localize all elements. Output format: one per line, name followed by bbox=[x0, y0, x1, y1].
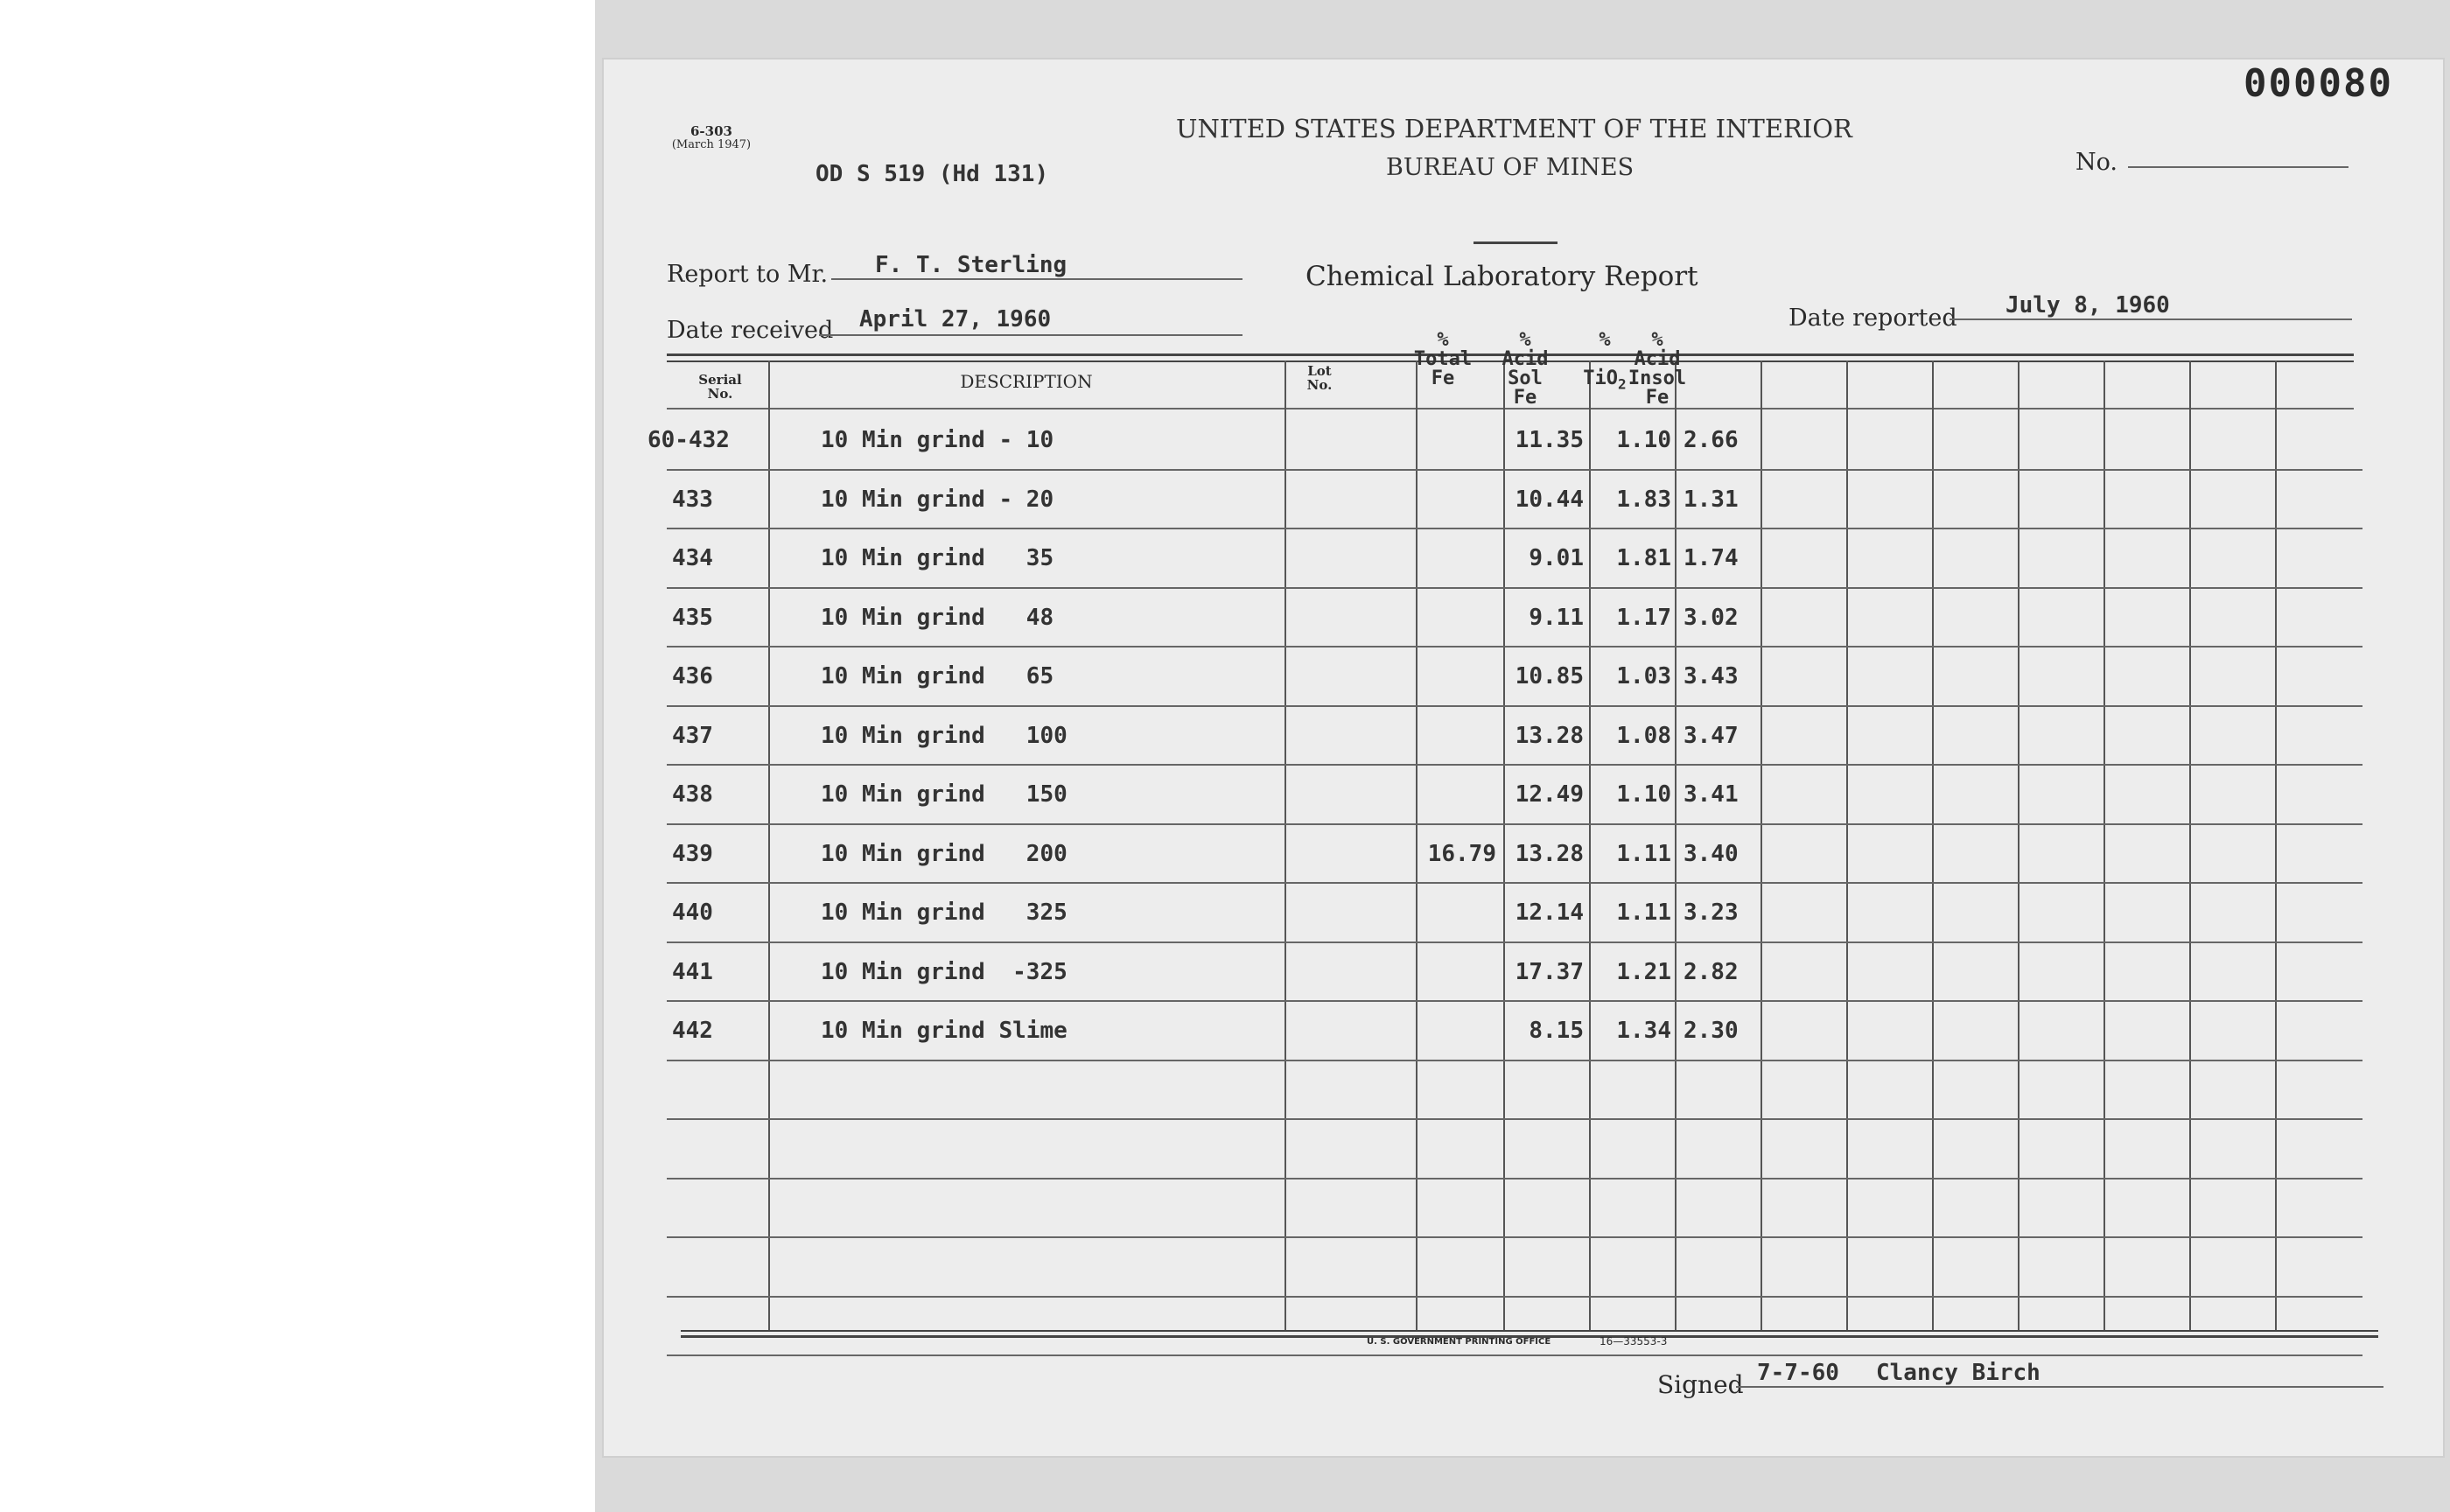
acid-insol-fe-cell: 2.82 bbox=[1684, 958, 1739, 985]
table-row bbox=[602, 884, 2387, 943]
tio2-cell: 1.21 bbox=[1616, 958, 1671, 985]
acid-sol-fe-cell: 8.15 bbox=[1529, 1018, 1584, 1044]
title-rule bbox=[1474, 242, 1558, 244]
tio2-cell: 1.34 bbox=[1616, 1018, 1671, 1044]
report-title: Chemical Laboratory Report bbox=[1306, 261, 1698, 292]
table-row bbox=[602, 1002, 2387, 1061]
description-cell: 10 Min grind Slime bbox=[821, 1018, 1068, 1044]
report-sheet bbox=[602, 58, 2445, 1458]
table-bottom-rule bbox=[681, 1330, 2378, 1332]
acid-sol-fe-header: % Acid Sol Fe bbox=[1502, 329, 1549, 409]
report-to-label: Report to Mr. bbox=[667, 261, 829, 288]
table-row bbox=[602, 825, 2387, 885]
form-number: 6-303 bbox=[690, 123, 732, 139]
acid-sol-fe-cell: 12.14 bbox=[1515, 900, 1584, 926]
table-row bbox=[602, 1120, 2387, 1180]
acid-insol-fe-cell: 2.66 bbox=[1684, 427, 1739, 453]
serial-cell: 434 bbox=[672, 545, 713, 571]
total-fe-cell: 16.79 bbox=[1427, 840, 1496, 867]
printer-code: 16—33553-3 bbox=[1600, 1335, 1668, 1348]
header-bottom-rule bbox=[667, 408, 2354, 410]
description-cell: 10 Min grind 100 bbox=[821, 722, 1068, 749]
table-row bbox=[602, 766, 2387, 825]
acid-insol-fe-cell: 3.23 bbox=[1684, 900, 1739, 926]
acid-sol-fe-cell: 10.44 bbox=[1515, 486, 1584, 513]
table-row bbox=[602, 471, 2387, 530]
signed-date: 7-7-60 bbox=[1757, 1360, 1839, 1386]
table-row bbox=[602, 1180, 2387, 1239]
description-cell: 10 Min grind - 10 bbox=[821, 427, 1054, 453]
date-reported-value: July 8, 1960 bbox=[2006, 292, 2170, 318]
table-row bbox=[602, 1298, 2387, 1357]
report-to-underline bbox=[831, 278, 1242, 280]
no-label: No. bbox=[2076, 149, 2118, 176]
agency-heading: UNITED STATES DEPARTMENT OF THE INTERIOR bbox=[1176, 114, 1852, 144]
report-to-name: F. T. Sterling bbox=[875, 252, 1068, 278]
serial-cell: 435 bbox=[672, 604, 713, 631]
tio2-cell: 1.81 bbox=[1616, 545, 1671, 571]
serial-cell: 438 bbox=[672, 781, 713, 808]
serial-cell: 436 bbox=[672, 663, 713, 690]
acid-insol-fe-cell: 3.02 bbox=[1684, 604, 1739, 631]
serial-header: Serial No. bbox=[698, 372, 742, 402]
acid-sol-fe-cell: 10.85 bbox=[1515, 663, 1584, 690]
acid-insol-fe-cell: 2.30 bbox=[1684, 1018, 1739, 1044]
acid-insol-fe-header: % Acid Insol Fe bbox=[1628, 329, 1687, 409]
description-cell: 10 Min grind 150 bbox=[821, 781, 1068, 808]
serial-cell: 442 bbox=[672, 1018, 713, 1044]
acid-insol-fe-cell: 3.47 bbox=[1684, 722, 1739, 749]
table-row bbox=[602, 707, 2387, 766]
description-cell: 10 Min grind - 20 bbox=[821, 486, 1054, 513]
date-received-value: April 27, 1960 bbox=[859, 306, 1052, 332]
table-row bbox=[602, 529, 2387, 589]
tio2-cell: 1.10 bbox=[1616, 427, 1671, 453]
date-received-label: Date received bbox=[667, 317, 834, 344]
date-reported-underline bbox=[1950, 318, 2352, 320]
acid-insol-fe-cell: 1.74 bbox=[1684, 545, 1739, 571]
tio2-cell: 1.08 bbox=[1616, 722, 1671, 749]
description-cell: 10 Min grind 35 bbox=[821, 545, 1054, 571]
acid-sol-fe-cell: 11.35 bbox=[1515, 427, 1584, 453]
description-cell: 10 Min grind 65 bbox=[821, 663, 1054, 690]
serial-cell: 60-432 bbox=[648, 427, 730, 453]
tio2-cell: 1.03 bbox=[1616, 663, 1671, 690]
table-row bbox=[602, 648, 2387, 707]
lot-header: Lot No. bbox=[1306, 363, 1333, 393]
acid-sol-fe-cell: 12.49 bbox=[1515, 781, 1584, 808]
table-row bbox=[602, 1061, 2387, 1121]
signed-label: Signed bbox=[1657, 1370, 1744, 1399]
acid-insol-fe-cell: 3.41 bbox=[1684, 781, 1739, 808]
tio2-cell: 1.11 bbox=[1616, 900, 1671, 926]
description-cell: 10 Min grind -325 bbox=[821, 958, 1068, 985]
signature-underline bbox=[1736, 1386, 2384, 1388]
acid-insol-fe-cell: 1.31 bbox=[1684, 486, 1739, 513]
table-row bbox=[602, 411, 2387, 471]
tio2-cell: 1.17 bbox=[1616, 604, 1671, 631]
acid-sol-fe-cell: 13.28 bbox=[1515, 722, 1584, 749]
acid-insol-fe-cell: 3.40 bbox=[1684, 840, 1739, 867]
description-cell: 10 Min grind 48 bbox=[821, 604, 1054, 631]
total-fe-header: % Total Fe bbox=[1413, 329, 1473, 389]
bureau-heading: BUREAU OF MINES bbox=[1386, 154, 1634, 181]
serial-cell: 433 bbox=[672, 486, 713, 513]
acid-insol-fe-cell: 3.43 bbox=[1684, 663, 1739, 690]
document-reference: OD S 519 (Hd 131) bbox=[816, 161, 1049, 187]
serial-cell: 437 bbox=[672, 722, 713, 749]
tio2-cell: 1.11 bbox=[1616, 840, 1671, 867]
stamp-number: 000080 bbox=[2244, 61, 2393, 106]
description-header: DESCRIPTION bbox=[960, 371, 1093, 392]
tio2-header: % TiO$_2$ bbox=[1583, 329, 1627, 393]
acid-sol-fe-cell: 13.28 bbox=[1515, 840, 1584, 867]
date-reported-label: Date reported bbox=[1788, 304, 1957, 332]
serial-cell: 441 bbox=[672, 958, 713, 985]
printer-imprint: U. S. GOVERNMENT PRINTING OFFICE bbox=[1367, 1337, 1551, 1347]
acid-sol-fe-cell: 9.01 bbox=[1529, 545, 1584, 571]
acid-sol-fe-cell: 9.11 bbox=[1529, 604, 1584, 631]
signed-name: Clancy Birch bbox=[1876, 1360, 2040, 1386]
serial-cell: 440 bbox=[672, 900, 713, 926]
date-received-underline bbox=[819, 334, 1242, 336]
form-revision: (March 1947) bbox=[671, 138, 752, 151]
table-row bbox=[602, 943, 2387, 1003]
no-underline bbox=[2128, 166, 2348, 168]
serial-cell: 439 bbox=[672, 840, 713, 867]
table-row bbox=[602, 589, 2387, 648]
acid-sol-fe-cell: 17.37 bbox=[1515, 958, 1584, 985]
description-cell: 10 Min grind 200 bbox=[821, 840, 1068, 867]
table-row bbox=[602, 1238, 2387, 1298]
row-rule bbox=[667, 1354, 2362, 1356]
description-cell: 10 Min grind 325 bbox=[821, 900, 1068, 926]
tio2-cell: 1.83 bbox=[1616, 486, 1671, 513]
tio2-cell: 1.10 bbox=[1616, 781, 1671, 808]
